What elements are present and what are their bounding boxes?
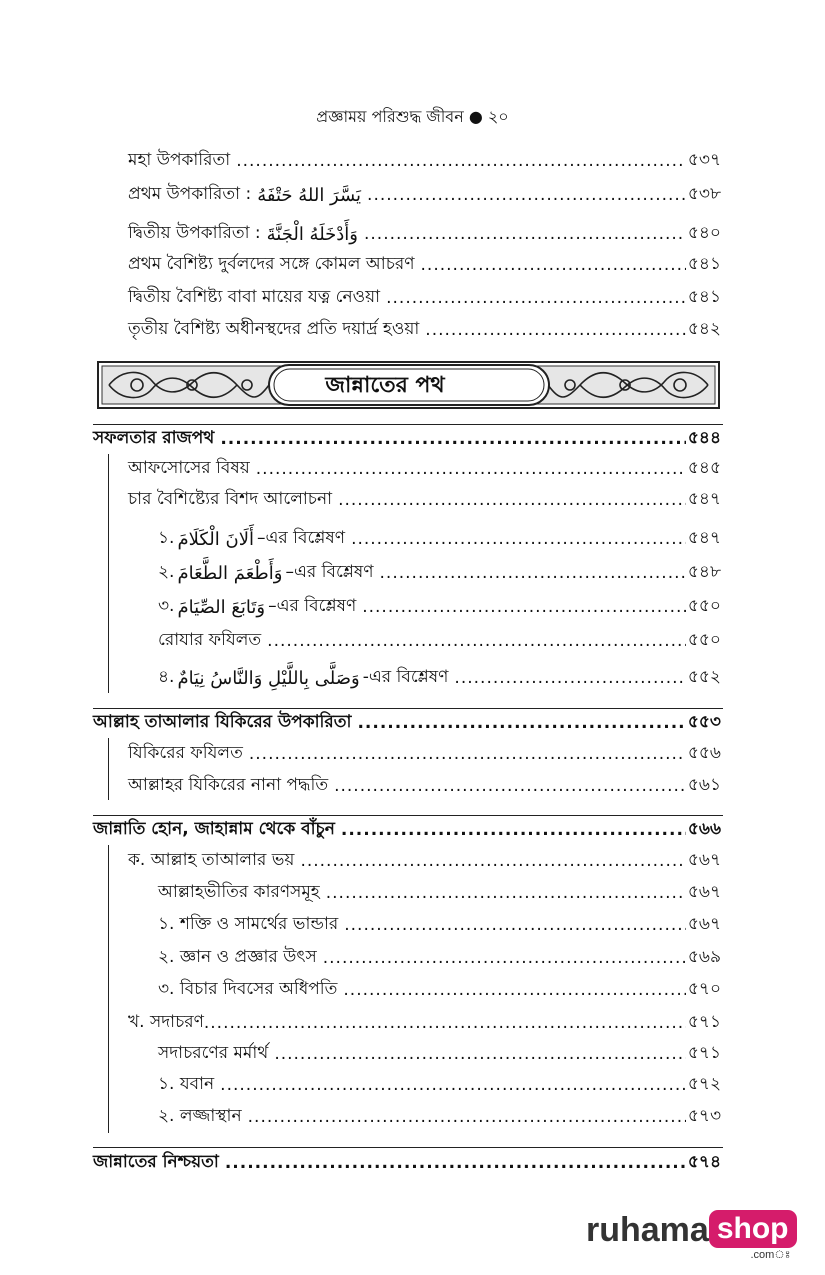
toc-entry[interactable] — [128, 1008, 721, 1038]
toc-entry[interactable] — [128, 454, 721, 484]
logo-word-ruhama: ruhama — [586, 1211, 709, 1249]
arabic-phrase: وَتَابَعَ الصِّيَامَ — [177, 596, 266, 618]
toc-entry[interactable] — [158, 524, 721, 554]
toc-label: ১. শক্তি ও সামর্থের ভান্ডার — [158, 914, 339, 934]
toc-page: ৫৭০ — [687, 979, 721, 999]
toc-label: দ্বিতীয় বৈশিষ্ট্য বাবা মায়ের যত্ন নেওয়া — [128, 287, 381, 307]
toc-entry[interactable] — [158, 943, 721, 973]
toc-leader — [249, 744, 686, 764]
toc-leader — [344, 915, 686, 935]
toc-label: ২. লজ্জাস্থান — [158, 1106, 242, 1126]
toc-number: ৩. — [158, 596, 175, 616]
toc-page: ৫৬৭ — [687, 914, 721, 934]
toc-entry[interactable] — [128, 846, 721, 876]
toc-entry[interactable] — [158, 626, 721, 656]
toc-page: ৫৭৩ — [687, 1106, 721, 1126]
toc-leader — [334, 776, 686, 796]
toc-label: ২. জ্ঞান ও প্রজ্ঞার উৎস — [158, 947, 317, 967]
toc-leader — [248, 1107, 686, 1127]
toc-page: ৫৫৩ — [687, 712, 721, 732]
toc-page: ৫৪৮ — [687, 562, 721, 582]
indent-rule — [108, 845, 109, 1133]
toc-leader — [220, 1075, 686, 1095]
toc-leader — [343, 980, 685, 1000]
arabic-phrase: وَصَلَّى بِاللَّيْلِ وَالنَّاسُ نِيَامٌ — [177, 667, 360, 689]
toc-leader — [362, 597, 686, 617]
toc-leader — [421, 255, 686, 275]
toc-entry[interactable] — [128, 485, 721, 515]
toc-label: জান্নাতি হোন, জাহান্নাম থেকে বাঁচুন — [93, 819, 335, 839]
toc-label: প্রথম বৈশিষ্ট্য দুর্বলদের সঙ্গে কোমল আচরণ — [128, 254, 415, 274]
toc-leader — [364, 224, 686, 244]
toc-section-heading[interactable] — [93, 708, 721, 738]
toc-page: ৫৫২ — [687, 667, 721, 687]
toc-leader — [351, 529, 686, 549]
toc-leader — [367, 185, 686, 205]
toc-leader — [386, 288, 686, 308]
toc-leader — [454, 668, 685, 688]
toc-entry[interactable] — [128, 771, 721, 801]
indent-rule — [108, 738, 109, 800]
toc-page: ৫৪১ — [687, 287, 721, 307]
toc-section-heading[interactable] — [93, 1148, 721, 1178]
logo-suffix: .comঃ — [750, 1249, 791, 1261]
arabic-phrase: وَأَدْخَلَهُ الْجَنَّةَ — [266, 223, 358, 245]
toc-label: ১. যবান — [158, 1074, 215, 1094]
toc-page: ৫৩৮ — [687, 184, 721, 204]
toc-page: ৫৬৭ — [687, 882, 721, 902]
toc-label: সদাচরণের মর্মার্থ — [158, 1043, 269, 1063]
toc-leader — [425, 320, 686, 340]
toc-page: ৫৬৬ — [687, 819, 721, 839]
toc-page: ৫৪২ — [687, 319, 721, 339]
toc-entry[interactable] — [128, 250, 721, 280]
toc-page: ৫৪৪ — [687, 428, 721, 448]
toc-entry[interactable] — [158, 1070, 721, 1100]
toc-page: ৫৪৭ — [687, 489, 721, 509]
toc-page: ৫৩৭ — [687, 150, 721, 170]
toc-page: ৫৪০ — [687, 223, 721, 243]
toc-entry[interactable] — [158, 975, 721, 1005]
toc-label-suffix: –এর বিশ্লেষণ — [256, 528, 346, 548]
toc-leader — [274, 1044, 686, 1064]
toc-leader — [326, 883, 686, 903]
ruhamashop-logo — [586, 1210, 797, 1261]
section-banner-title: জান্নাতের পথ — [325, 372, 445, 398]
toc-label: দ্বিতীয় উপকারিতা : — [128, 223, 261, 243]
toc-number: ১. — [158, 528, 175, 548]
toc-label: জান্নাতের নিশ্চয়তা — [93, 1152, 219, 1172]
toc-page: ৫৫০ — [687, 596, 721, 616]
indent-rule — [108, 454, 109, 693]
toc-leader — [236, 151, 686, 171]
toc-leader — [256, 459, 686, 479]
toc-label-suffix: –এর বিশ্লেষণ — [285, 562, 374, 582]
toc-entry[interactable] — [158, 878, 721, 908]
toc-entry[interactable] — [158, 1039, 721, 1069]
toc-page: ৫৭১ — [687, 1043, 721, 1063]
toc-page: ৫৬৭ — [687, 850, 721, 870]
toc-leader — [338, 490, 686, 510]
toc-leader — [300, 851, 685, 871]
toc-leader — [267, 631, 686, 651]
toc-page: ৫৭২ — [687, 1074, 721, 1094]
toc-number: ২. — [158, 562, 175, 582]
toc-label: সফলতার রাজপথ — [93, 428, 215, 448]
toc-label: তৃতীয় বৈশিষ্ট্য অধীনস্থদের প্রতি দয়ার্দ্র হওয়া — [128, 319, 420, 339]
toc-leader — [380, 563, 686, 583]
arabic-phrase: أَلَانَ الْكَلَامَ — [177, 528, 254, 550]
toc-page: ৫৭৪ — [687, 1152, 721, 1172]
toc-page: ৫৬৯ — [687, 947, 721, 967]
toc-label: আল্লাহ তাআলার যিকিরের উপকারিতা — [93, 712, 352, 732]
toc-leader — [220, 429, 686, 449]
toc-page: ৫৬১ — [687, 775, 721, 795]
arabic-phrase: وَأَطْعَمَ الطَّعَامَ — [177, 562, 283, 584]
toc-entry[interactable] — [128, 315, 721, 345]
toc-entry[interactable] — [158, 558, 721, 588]
toc-entry[interactable] — [158, 592, 721, 622]
toc-page: ৫৫৬ — [687, 743, 721, 763]
toc-page: ৫৭১ — [687, 1012, 721, 1032]
toc-leader — [357, 713, 685, 733]
toc-label: চার বৈশিষ্ট্যের বিশদ আলোচনা — [128, 489, 333, 509]
toc-label: খ. সদাচরণ — [128, 1012, 204, 1032]
toc-leader — [341, 820, 686, 840]
toc-label: আফসোসের বিষয় — [128, 458, 250, 478]
logo-word-shop: shop — [709, 1210, 797, 1248]
toc-section-heading[interactable] — [93, 815, 721, 845]
toc-entry[interactable] — [128, 180, 721, 210]
toc-label: ৩. বিচার দিবসের অধিপতি — [158, 979, 338, 999]
toc-entry[interactable] — [128, 146, 721, 176]
toc-label: যিকিরের ফযিলত — [128, 743, 243, 763]
toc-entry[interactable] — [158, 663, 721, 693]
toc-label: রোযার ফযিলত — [158, 630, 262, 650]
toc-label: প্রথম উপকারিতা : — [128, 184, 252, 204]
toc-number: ৪. — [158, 667, 175, 687]
toc-section-heading[interactable] — [93, 424, 721, 454]
toc-label: আল্লাহভীতির কারণসমূহ — [158, 882, 320, 902]
toc-entry[interactable] — [128, 739, 721, 769]
toc-leader — [204, 1013, 686, 1033]
toc-entry[interactable] — [158, 1102, 721, 1132]
toc-page: ৫৪১ — [687, 254, 721, 274]
toc-leader — [225, 1153, 686, 1173]
toc-label: ক. আল্লাহ তাআলার ভয় — [128, 850, 295, 870]
toc-label-suffix: –এর বিশ্লেষণ — [268, 596, 357, 616]
toc-page: ৫৪৫ — [687, 458, 721, 478]
running-header: প্রজ্ঞাময় পরিশুদ্ধ জীবন ● ২০ — [316, 107, 509, 126]
toc-page: ৫৪৭ — [687, 528, 721, 548]
toc-label: আল্লাহর যিকিরের নানা পদ্ধতি — [128, 775, 329, 795]
toc-leader — [323, 948, 686, 968]
toc-entry[interactable] — [128, 219, 721, 249]
toc-label: মহা উপকারিতা — [128, 150, 231, 170]
toc-label-suffix: -এর বিশ্লেষণ — [362, 667, 449, 687]
toc-page: ৫৫০ — [687, 630, 721, 650]
toc-entry[interactable] — [158, 910, 721, 940]
arabic-phrase: يَسَّرَ اللهُ حَتْفَهُ — [257, 184, 362, 206]
toc-entry[interactable] — [128, 283, 721, 313]
